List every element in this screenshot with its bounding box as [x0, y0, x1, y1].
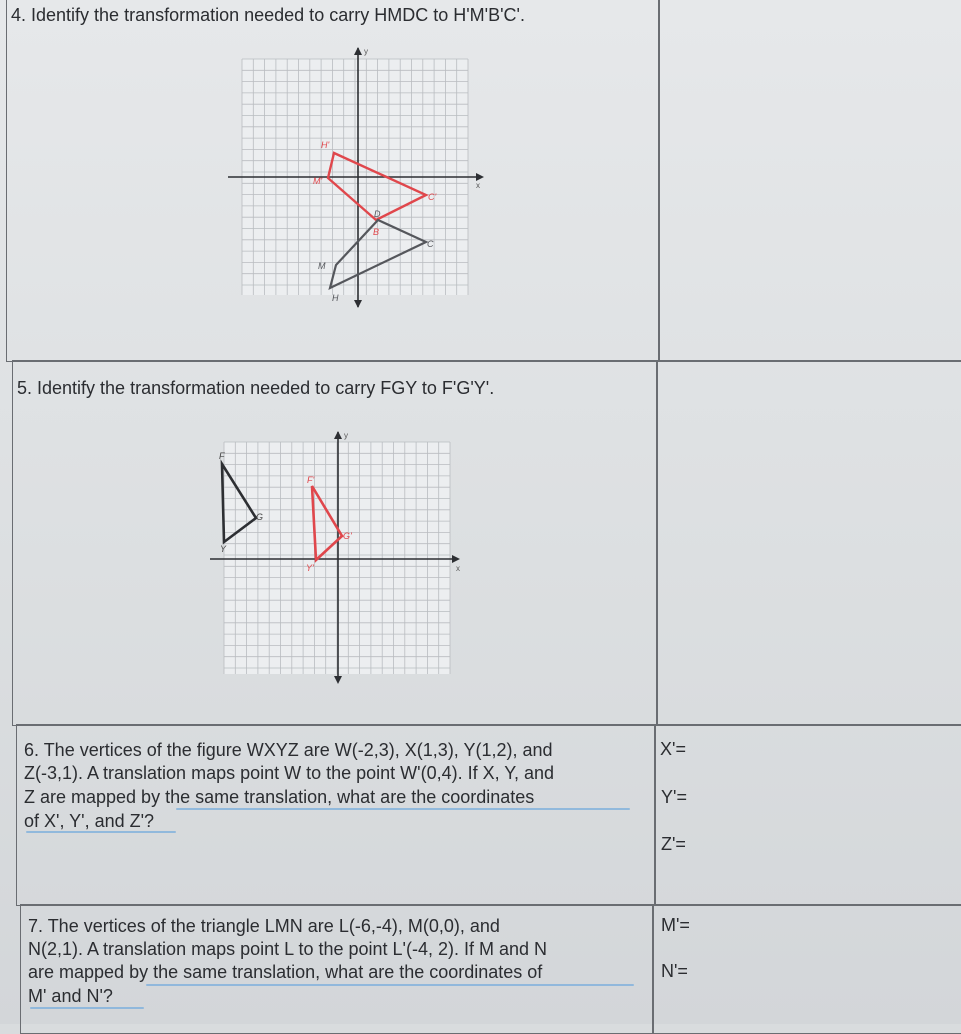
q4-m-prime-label: M' — [313, 176, 323, 186]
q5-x-label: x — [456, 564, 460, 573]
q5-text: 5. Identify the transformation needed to carry FGY to F'G'Y'. — [17, 378, 495, 398]
q4-x-arrow-icon — [476, 173, 484, 181]
q4-x-label: x — [476, 181, 480, 190]
q6-line-1: 6. The vertices of the figure WXYZ are W(-2,3), X(1,3), Y(1,2), and — [24, 740, 553, 760]
q5-y-label: y — [344, 431, 348, 440]
q5-y-vertex-label: Y — [220, 544, 227, 554]
q5-f-prime-label: F' — [307, 475, 315, 485]
q5-y-arrow-down-icon — [334, 676, 342, 684]
q7-line-3: are mapped by the same translation, what are the coordinates of — [28, 962, 543, 982]
q5-graph — [206, 428, 468, 688]
q6-line-4: of X', Y', and Z'? — [24, 811, 155, 831]
q4-d-label: D — [374, 209, 381, 219]
q4-h-prime-label: H' — [321, 140, 330, 150]
q4-y-arrow-icon — [354, 47, 362, 55]
q6-answer-z: Z'= — [661, 834, 686, 854]
q7-answer-cell — [652, 904, 961, 1034]
q6-answer-y: Y'= — [661, 787, 687, 807]
q6-underline-1 — [176, 808, 630, 810]
q5-g-prime-label: G' — [343, 531, 352, 541]
q7-underline-2 — [30, 1007, 144, 1009]
q4-y-label: y — [364, 47, 368, 56]
q4-m-label: M — [318, 261, 326, 271]
q7-answer-m: M'= — [661, 915, 690, 935]
q4-c-label: C — [427, 239, 434, 249]
q5-grid — [224, 442, 450, 674]
q4-c-prime-label: C' — [428, 192, 437, 202]
q6-answer-x: X'= — [660, 739, 686, 759]
q6-line-2: Z(-3,1). A translation maps point W to the point W'(0,4). If X, Y, and — [24, 763, 555, 783]
q4-h-label: H — [332, 293, 339, 303]
q6-underline-2 — [26, 831, 176, 833]
q7-line-4: M' and N'? — [28, 986, 113, 1006]
q5-x-arrow-icon — [452, 555, 460, 563]
q5-answer-cell — [656, 360, 961, 726]
q7-underline-1 — [146, 984, 634, 986]
q6-answer-cell — [654, 724, 961, 906]
q5-g-label: G — [256, 512, 264, 522]
q7-line-2: N(2,1). A translation maps point L to the point L'(-4, 2). If M and N — [28, 939, 548, 959]
q4-answer-cell — [658, 0, 961, 362]
q4-b-label: B — [373, 227, 380, 237]
q6-line-3: Z are mapped by the same translation, what are the coordinates — [24, 787, 535, 807]
q5-y-arrow-icon — [334, 431, 342, 439]
q5-y-prime-label: Y' — [306, 563, 314, 573]
q4-graph — [228, 45, 490, 310]
q5-f-label: F — [219, 451, 225, 461]
q4-text: 4. Identify the transformation needed to carry HMDC to H'M'B'C'. — [11, 5, 525, 25]
q4-y-arrow-down-icon — [354, 300, 362, 308]
q7-answer-n: N'= — [661, 961, 688, 981]
q7-line-1: 7. The vertices of the triangle LMN are L(-6,-4), M(0,0), and — [28, 916, 500, 936]
